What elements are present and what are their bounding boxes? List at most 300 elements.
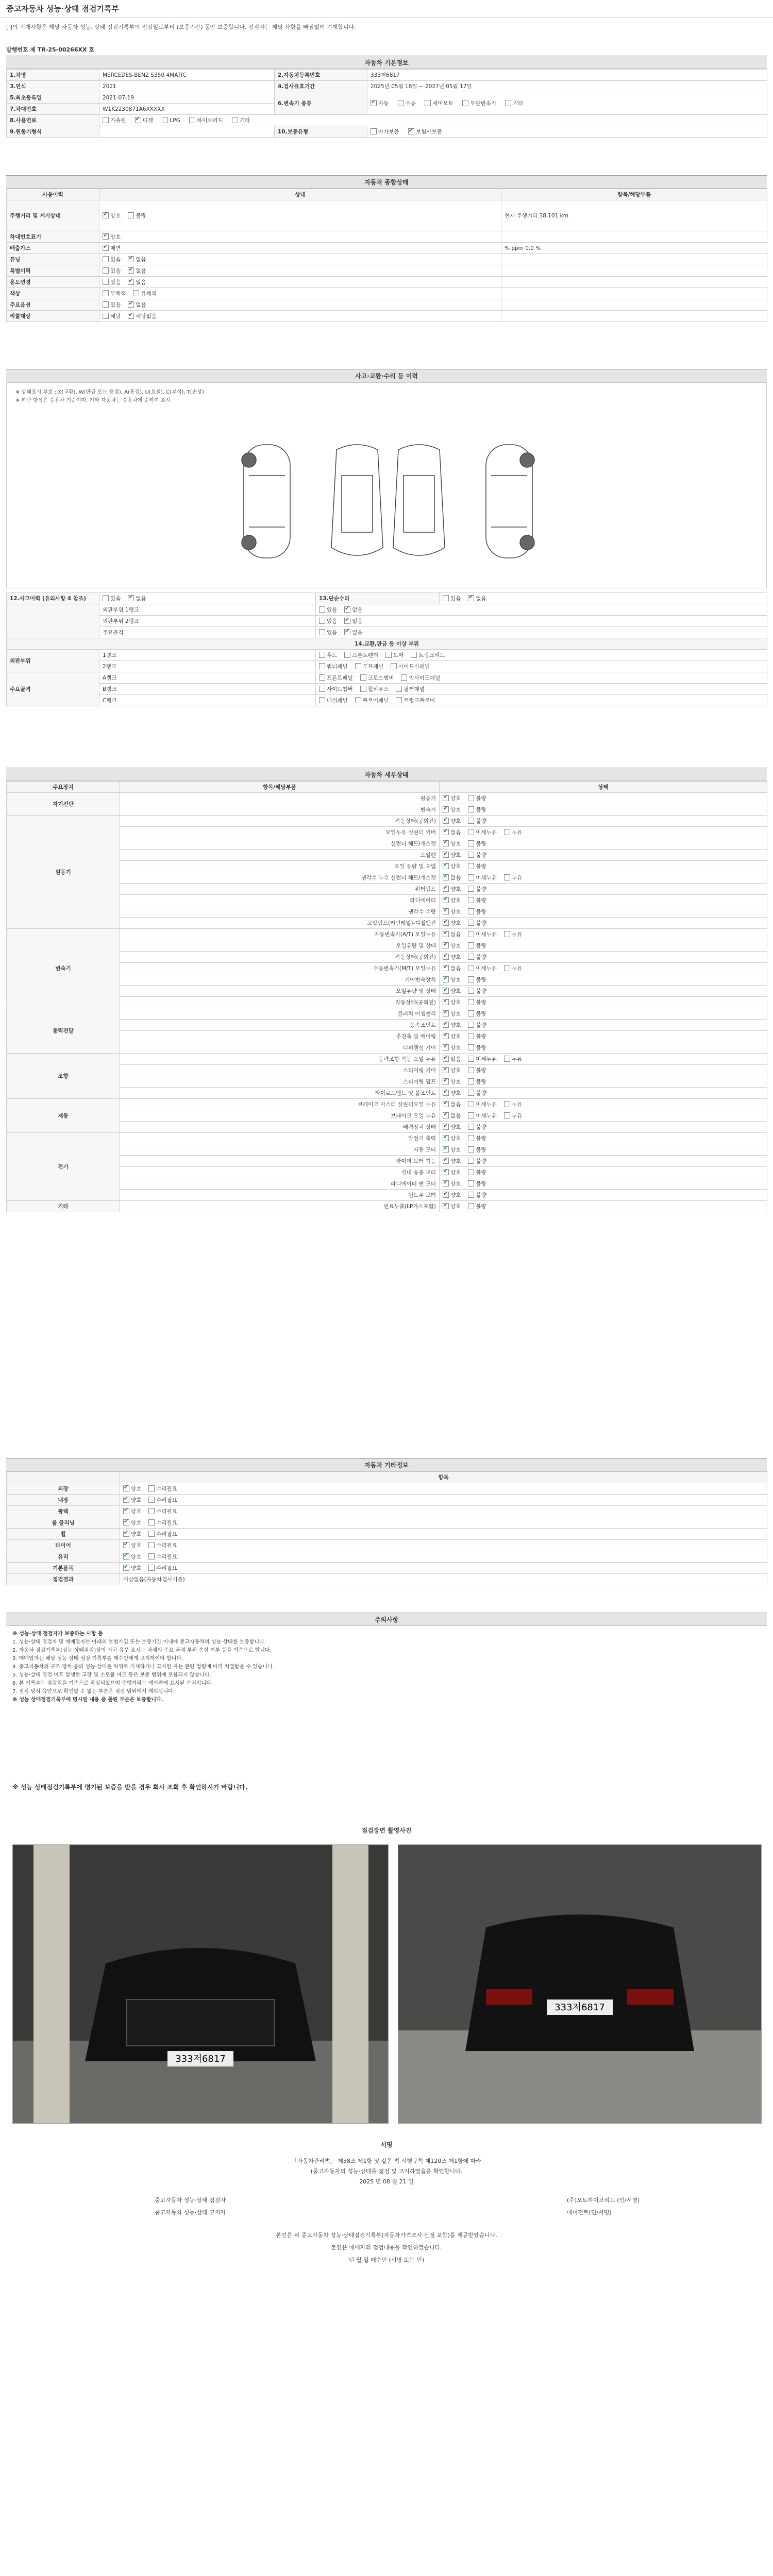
checkbox-icon[interactable] xyxy=(443,1192,449,1198)
label-inspection-period: 4.검사유효기간 xyxy=(275,81,367,92)
checkbox-icon[interactable] xyxy=(468,886,474,892)
label-year: 3.연식 xyxy=(7,81,99,92)
checkbox-icon[interactable] xyxy=(371,128,377,134)
detail-row xyxy=(7,804,767,816)
other-row: 룸 클리닝 ✔ 양호 수리필요 xyxy=(7,1517,767,1529)
checkbox-icon[interactable] xyxy=(504,1112,510,1118)
checkbox-icon[interactable] xyxy=(443,1090,449,1096)
result-value: 이상없음(자동차검사기준) xyxy=(120,1574,767,1585)
detail-row xyxy=(7,1144,767,1156)
detail-status: ✔ 양호 불량 xyxy=(440,850,767,861)
checkbox-icon[interactable] xyxy=(468,1135,474,1141)
checkbox-icon[interactable] xyxy=(396,686,402,692)
row-options: 주요옵션 xyxy=(7,299,99,311)
checkbox-icon[interactable] xyxy=(355,663,361,669)
seller-value: 에이전트(인/서명) xyxy=(567,2209,612,2216)
checkbox-icon[interactable] xyxy=(128,212,134,218)
checkbox-icon[interactable] xyxy=(468,1067,474,1073)
checkbox-icon[interactable] xyxy=(468,1010,474,1016)
checkbox-icon[interactable] xyxy=(443,954,449,960)
section-header-detail: 자동차 세부상태 xyxy=(6,768,767,781)
checkbox-icon[interactable] xyxy=(443,1146,449,1153)
checkbox-icon[interactable] xyxy=(443,999,449,1005)
checkbox-icon[interactable] xyxy=(103,267,109,274)
label-fuel: 8.사용연료 xyxy=(7,115,99,126)
detail-item: 디퍼렌셜 기어 xyxy=(120,1042,440,1054)
other-table xyxy=(6,1471,767,1585)
other-label: 휠 xyxy=(7,1529,120,1540)
checkbox-icon[interactable] xyxy=(443,1033,449,1039)
overall-table: 사용이력 상태 항목/해당부품 주행거리 및 계기상태 ✔ 양호 불량 현재 주행거리 38,101 km 차대번호표기 ✔ 양호 배출가스 ✔ 매연 % ppm 0.0 % 튜닝 있음✔ 없음 특별이력 있음✔ 없음 용도변경 있음✔ 없음 색상 무채색 유채색 주요옵션 있음✔ 없음 리콜대상 해당✔ 해당없음 xyxy=(6,189,767,322)
checkbox-icon[interactable] xyxy=(443,863,449,869)
detail-row xyxy=(7,895,767,906)
checkbox-icon[interactable] xyxy=(468,1158,474,1164)
checkbox-icon[interactable] xyxy=(504,965,510,971)
detail-status: ✔ 없음 미세누유 누유 xyxy=(440,827,767,838)
detail-status: ✔ 양호 불량 xyxy=(440,793,767,804)
checkbox-icon[interactable] xyxy=(468,595,474,601)
other-label: 외장 xyxy=(7,1483,120,1495)
col-note: 항목/해당부품 xyxy=(501,189,767,200)
caution-line: 6. 본 기록부는 점검일을 기준으로 작성되었으며 주행거리는 계기판에 표시된 수치입니다. xyxy=(12,1681,213,1686)
checkbox-icon[interactable] xyxy=(398,100,404,106)
checkbox-icon[interactable] xyxy=(103,117,109,123)
checkbox-icon[interactable] xyxy=(468,863,474,869)
receipt-2: 본인은 매매자의 점검내용을 확인하였습니다. xyxy=(331,2244,442,2251)
checkbox-icon[interactable] xyxy=(443,908,449,914)
detail-row xyxy=(7,1178,767,1190)
section-header-other: 자동차 기타정보 xyxy=(6,1458,767,1471)
row-color: 색상 xyxy=(7,288,99,299)
detail-item: 오일팬 xyxy=(120,850,440,861)
detail-row xyxy=(7,952,767,963)
checkbox-icon[interactable] xyxy=(443,1078,449,1084)
checkbox-icon[interactable] xyxy=(189,117,195,123)
other-row: 외장 ✔ 양호 수리필요 xyxy=(7,1483,767,1495)
detail-row xyxy=(7,1099,767,1110)
detail-row xyxy=(7,1054,767,1065)
row-tuning: 튜닝 xyxy=(7,254,99,265)
checkbox-icon[interactable] xyxy=(123,1508,129,1514)
fuel-options: 가솔린 ✔ 디젤 LPG 하이브리드 기타 xyxy=(99,115,767,126)
rank-frame: 주요골격 xyxy=(99,627,316,638)
checkbox-icon[interactable] xyxy=(443,976,449,982)
value-year: 2021 xyxy=(99,81,275,92)
car-front-photo xyxy=(13,1845,388,2123)
checkbox-icon[interactable] xyxy=(148,1508,155,1514)
col-device: 주요장치 xyxy=(7,782,120,793)
checkbox-icon[interactable] xyxy=(443,1169,449,1175)
detail-status: ✔ 양호 불량 xyxy=(440,861,767,872)
checkbox-icon[interactable] xyxy=(468,874,474,880)
checkbox-icon[interactable] xyxy=(468,1180,474,1187)
checkbox-icon[interactable] xyxy=(468,1169,474,1175)
emission-value: % ppm 0.0 % xyxy=(501,243,767,254)
detail-row xyxy=(7,1088,767,1099)
detail-item: 연료누출(LP가스포함) xyxy=(120,1201,440,1212)
rank-2: 외판부위 2랭크 xyxy=(99,616,316,627)
checkbox-icon[interactable] xyxy=(468,1033,474,1039)
checkbox-icon[interactable] xyxy=(468,795,474,801)
buyer-sign: 년 월 일 매수인 (서명 또는 인) xyxy=(348,2257,425,2263)
detail-status: ✔ 양호 불량 xyxy=(440,940,767,952)
checkbox-icon[interactable] xyxy=(128,279,134,285)
checkbox-icon[interactable] xyxy=(443,1112,449,1118)
checkbox-icon[interactable] xyxy=(505,100,511,106)
checkbox-icon[interactable] xyxy=(468,818,474,824)
checkbox-icon[interactable] xyxy=(462,100,468,106)
detail-status: ✔ 양호 불량 xyxy=(440,918,767,929)
detail-status: ✔ 양호 불량 xyxy=(440,1133,767,1144)
detail-item: 시동 모터 xyxy=(120,1144,440,1156)
notice-text: [ ]의 기재사항은 해당 자동차 성능, 상태 점검기록부의 점검일로부터 (보증기간) 동안 보증합니다. 점검자는 해당 사항을 빠짐없이 기재합니다. xyxy=(6,24,356,30)
checkbox-icon[interactable] xyxy=(408,128,414,134)
checkbox-icon[interactable] xyxy=(123,1531,129,1537)
detail-status: ✔ 양호 불량 xyxy=(440,1020,767,1031)
q13-label: 13.단순수리 xyxy=(316,593,440,604)
checkbox-icon[interactable] xyxy=(443,852,449,858)
checkbox-icon[interactable] xyxy=(504,874,510,880)
mileage-state: ✔ 양호 불량 xyxy=(99,200,501,231)
checkbox-icon[interactable] xyxy=(425,100,431,106)
other-label: 타이어 xyxy=(7,1540,120,1551)
detail-status: ✔ 양호 불량 xyxy=(440,1076,767,1088)
detail-row xyxy=(7,986,767,997)
detail-status: ✔ 없음 미세누유 누유 xyxy=(440,1110,767,1122)
car-rear-photo xyxy=(398,1845,761,2123)
checkbox-icon[interactable] xyxy=(128,256,134,262)
detail-row xyxy=(7,1008,767,1020)
checkbox-icon[interactable] xyxy=(468,897,474,903)
other-row: 유리 ✔ 양호 수리필요 xyxy=(7,1551,767,1563)
detail-row xyxy=(7,827,767,838)
checkbox-icon[interactable] xyxy=(468,1044,474,1050)
receipt-1: 본인은 위 중고자동차 성능·상태점검기록부(자동차가격조사·산정 포함)를 제공받았습니다. xyxy=(276,2232,497,2239)
value-car-name: MERCEDES-BENZ S350 4MATIC xyxy=(99,70,275,81)
detail-status: ✔ 양호 불량 xyxy=(440,1122,767,1133)
checkbox-icon[interactable] xyxy=(443,942,449,948)
checkbox-icon[interactable] xyxy=(468,942,474,948)
detail-status: ✔ 양호 불량 xyxy=(440,804,767,816)
checkbox-icon[interactable] xyxy=(128,301,134,308)
detail-row xyxy=(7,1110,767,1122)
checkbox-icon[interactable] xyxy=(504,1056,510,1062)
checkbox-icon[interactable] xyxy=(443,1010,449,1016)
checkbox-icon[interactable] xyxy=(123,1497,129,1503)
checkbox-icon[interactable] xyxy=(319,697,325,703)
checkbox-icon[interactable] xyxy=(468,1192,474,1198)
label-engine: 9.원동기형식 xyxy=(7,126,99,138)
checkbox-icon[interactable] xyxy=(468,999,474,1005)
checkbox-icon[interactable] xyxy=(148,1485,155,1492)
checkbox-icon[interactable] xyxy=(468,1124,474,1130)
checkbox-icon[interactable] xyxy=(443,897,449,903)
checkbox-icon[interactable] xyxy=(319,686,325,692)
checkbox-icon[interactable] xyxy=(319,606,325,613)
detail-row xyxy=(7,918,767,929)
checkbox-icon[interactable] xyxy=(443,840,449,846)
checkbox-icon[interactable] xyxy=(128,267,134,274)
detail-row xyxy=(7,974,767,986)
checkbox-icon[interactable] xyxy=(443,1056,449,1062)
checkbox-icon[interactable] xyxy=(468,976,474,982)
other-row: 내장 ✔ 양호 수리필요 xyxy=(7,1495,767,1506)
photo-rear xyxy=(398,1844,762,2124)
checkbox-icon[interactable] xyxy=(468,920,474,926)
car-diagram-svg xyxy=(7,383,766,588)
detail-row xyxy=(7,793,767,804)
checkbox-icon[interactable] xyxy=(468,1146,474,1153)
checkbox-icon[interactable] xyxy=(344,606,350,613)
detail-status: ✔ 양호 불량 xyxy=(440,906,767,918)
checkbox-icon[interactable] xyxy=(319,629,325,635)
sign-block: 「자동차관리법」 제58조 제1항 및 같은 법 시행규칙 제120조 제1항에 따라 (중고자동차의 성능·상태를 점검 및 고지하였음을 확인합니다. 2025 년 08 월 21 일 xyxy=(291,2158,482,2185)
checkbox-icon[interactable] xyxy=(103,233,109,240)
detail-row xyxy=(7,1031,767,1042)
detail-status: ✔ 양호 불량 xyxy=(440,974,767,986)
q12-label: 12.사고이력 (유의사항 4 참조) xyxy=(7,593,99,604)
checkbox-icon[interactable] xyxy=(232,117,238,123)
checkbox-icon[interactable] xyxy=(443,818,449,824)
checkbox-icon[interactable] xyxy=(123,1519,129,1526)
label-vin: 7.차대번호 xyxy=(7,104,99,115)
detail-row xyxy=(7,816,767,827)
car-diagram-area xyxy=(6,382,767,588)
caution-line: 1. 성능·상태 점검자 및 매매업자는 아래의 보험가입 또는 보증기간 이내에 중고자동차의 성능·상태를 보증합니다. xyxy=(12,1639,266,1645)
detail-status: ✔ 양호 불량 xyxy=(440,838,767,850)
checkbox-icon[interactable] xyxy=(103,313,109,319)
section-header-photos: 점검장면 촬영사진 xyxy=(6,1824,767,1837)
plate-text-front: 333저6817 xyxy=(175,2054,226,2064)
checkbox-icon[interactable] xyxy=(504,1101,510,1107)
checkbox-icon[interactable] xyxy=(468,1078,474,1084)
checkbox-icon[interactable] xyxy=(148,1542,155,1548)
detail-item: 워터펌프 xyxy=(120,884,440,895)
checkbox-icon[interactable] xyxy=(468,1101,474,1107)
detail-status: ✔ 없음 미세누유 누유 xyxy=(440,929,767,940)
row-vin-mark: 차대번호표기 xyxy=(7,231,99,243)
checkbox-icon[interactable] xyxy=(504,931,510,937)
detail-status: ✔ 없음 미세누유 누유 xyxy=(440,872,767,884)
detail-item: 브레이크 마스터 실린더오일 누유 xyxy=(120,1099,440,1110)
detail-row xyxy=(7,997,767,1008)
checkbox-icon[interactable] xyxy=(103,256,109,262)
checkbox-icon[interactable] xyxy=(468,1022,474,1028)
checkbox-icon[interactable] xyxy=(468,1090,474,1096)
value-engine xyxy=(99,126,275,138)
value-plate: 333저6817 xyxy=(367,70,767,81)
checkbox-icon[interactable] xyxy=(443,1067,449,1073)
other-label: 기본품목 xyxy=(7,1563,120,1574)
checkbox-icon[interactable] xyxy=(443,1124,449,1130)
section-header-overall: 자동차 종합상태 xyxy=(6,175,767,189)
detail-item: 원동기 xyxy=(120,793,440,804)
result-label: 점검결과 xyxy=(7,1574,120,1585)
checkbox-icon[interactable] xyxy=(443,931,449,937)
checkbox-icon[interactable] xyxy=(148,1553,155,1560)
checkbox-icon[interactable] xyxy=(401,674,407,681)
label-plate: 2.자동차등록번호 xyxy=(275,70,367,81)
detail-status: ✔ 양호 불량 xyxy=(440,986,767,997)
checkbox-icon[interactable] xyxy=(443,988,449,994)
car-front-back-view xyxy=(331,445,445,555)
detail-status: ✔ 양호 불량 xyxy=(440,895,767,906)
checkbox-icon[interactable] xyxy=(148,1519,155,1526)
checkbox-icon[interactable] xyxy=(443,1203,449,1209)
checkbox-icon[interactable] xyxy=(103,595,109,601)
checkbox-icon[interactable] xyxy=(319,618,325,624)
detail-row xyxy=(7,1167,767,1178)
col-item: 항목 xyxy=(120,1472,767,1483)
other-label: 룸 클리닝 xyxy=(7,1517,120,1529)
checkbox-icon[interactable] xyxy=(391,663,397,669)
checkbox-icon[interactable] xyxy=(443,806,449,812)
label-transmission: 6.변속기 종류 xyxy=(275,92,367,115)
checkbox-icon[interactable] xyxy=(443,1180,449,1187)
checkbox-icon[interactable] xyxy=(468,908,474,914)
checkbox-icon[interactable] xyxy=(468,840,474,846)
detail-status: ✔ 없음 미세누유 누유 xyxy=(440,1054,767,1065)
detail-row xyxy=(7,1156,767,1167)
row-mileage: 주행거리 및 계기상태 xyxy=(7,200,99,231)
detail-item: 고압펌프(커먼레일)-디젤엔진 xyxy=(120,918,440,929)
detail-item: 클러치 어셈블리 xyxy=(120,1008,440,1020)
checkbox-icon[interactable] xyxy=(123,1565,129,1571)
checkbox-icon[interactable] xyxy=(396,697,402,703)
other-row: 광택 ✔ 양호 수리필요 xyxy=(7,1506,767,1517)
checkbox-icon[interactable] xyxy=(133,290,139,296)
detail-item: 작동상태(공회전) xyxy=(120,952,440,963)
detail-item: 오일유량 및 상태 xyxy=(120,940,440,952)
detail-row xyxy=(7,1020,767,1031)
checkbox-icon[interactable] xyxy=(103,212,109,218)
caution-line: ※ 성능 상태점검기록부에 명시된 내용 중 틀린 부분은 보증합니다. xyxy=(12,1697,163,1703)
checkbox-icon[interactable] xyxy=(319,663,325,669)
detail-row xyxy=(7,838,767,850)
other-label: 유리 xyxy=(7,1551,120,1563)
checkbox-icon[interactable] xyxy=(468,829,474,835)
label-car-name: 1.차명 xyxy=(7,70,99,81)
checkbox-icon[interactable] xyxy=(385,652,392,658)
checkbox-icon[interactable] xyxy=(148,1565,155,1571)
checkbox-icon[interactable] xyxy=(128,595,134,601)
detail-item: 실린더 헤드/개스켓 xyxy=(120,838,440,850)
detail-row xyxy=(7,872,767,884)
checkbox-icon[interactable] xyxy=(443,965,449,971)
detail-row xyxy=(7,1042,767,1054)
checkbox-icon[interactable] xyxy=(443,829,449,835)
checkbox-icon[interactable] xyxy=(319,652,325,658)
detail-item: 냉각수 수량 xyxy=(120,906,440,918)
checkbox-icon[interactable] xyxy=(468,806,474,812)
caution-line: 2. 자동차 점검기록부(성능·상태점검)상의 사고 유무 표시는 차체의 주요 골격 부위 손상 여부 등을 기준으로 합니다. xyxy=(12,1648,272,1653)
value-inspection-period: 2025년 05월 18일 ~ 2027년 05월 17일 xyxy=(367,81,767,92)
detail-status: ✔ 양호 불량 xyxy=(440,1144,767,1156)
detail-status: ✔ 없음 미세누유 누유 xyxy=(440,963,767,974)
row-recall: 리콜대상 xyxy=(7,311,99,322)
checkbox-icon[interactable] xyxy=(103,290,109,296)
checkbox-icon[interactable] xyxy=(443,920,449,926)
checkbox-icon[interactable] xyxy=(443,1101,449,1107)
detail-item: 라디에이터 팬 모터 xyxy=(120,1178,440,1190)
checkbox-icon[interactable] xyxy=(360,674,366,681)
checkbox-icon[interactable] xyxy=(504,829,510,835)
checkbox-icon[interactable] xyxy=(443,874,449,880)
detail-item: 오일유량 및 상태 xyxy=(120,986,440,997)
detail-group: 원동기 xyxy=(7,816,120,929)
checkbox-icon[interactable] xyxy=(443,595,449,601)
checkbox-icon[interactable] xyxy=(468,1203,474,1209)
mileage-note: 현재 주행거리 38,101 km xyxy=(501,200,767,231)
checkbox-icon[interactable] xyxy=(468,1112,474,1118)
checkbox-icon[interactable] xyxy=(344,629,350,635)
checkbox-icon[interactable] xyxy=(148,1497,155,1503)
detail-item: 타이로드엔드 및 볼조인트 xyxy=(120,1088,440,1099)
checkbox-icon[interactable] xyxy=(443,1044,449,1050)
accident-table: 12.사고이력 (유의사항 4 참조) 있음✔ 없음 13.단순수리 있음✔ 없음 외판부위 1랭크 있음✔ 없음 외판부위 2랭크 있음✔ 없음 주요골격 있음✔ 없음 14.교환,판금 등 이상 부위 외판부위 1랭크 후드 프론트펜더 도어 트렁크리드 2랭크 쿼터패널 루프패널 사이드실패널 주요골격 A랭크 프론트패널 크로스멤버 인사이드패널 B랭크 사이드멤버 휠하우스 필러패널 C랭크 대쉬패널 플로어패널 트렁크플로어 xyxy=(6,592,767,706)
caution-line: 7. 점검 당시 육안으로 확인할 수 없는 부분은 점검 범위에서 제외됩니다. xyxy=(12,1689,175,1694)
checkbox-icon[interactable] xyxy=(443,1022,449,1028)
detail-status: ✔ 양호 불량 xyxy=(440,1008,767,1020)
inspector-label: 중고자동차 성능·상태 점검자 xyxy=(155,2197,226,2204)
transmission-options: ✔ 자동 수동 세미오토 무단변속기 기타 xyxy=(367,92,767,115)
checkbox-icon[interactable] xyxy=(344,618,350,624)
detail-row xyxy=(7,1065,767,1076)
other-label: 내장 xyxy=(7,1495,120,1506)
checkbox-icon[interactable] xyxy=(371,100,377,106)
detail-row xyxy=(7,906,767,918)
checkbox-icon[interactable] xyxy=(148,1531,155,1537)
checkbox-icon[interactable] xyxy=(443,1158,449,1164)
checkbox-icon[interactable] xyxy=(468,965,474,971)
checkbox-icon[interactable] xyxy=(344,652,350,658)
checkbox-icon[interactable] xyxy=(360,686,366,692)
checkbox-icon[interactable] xyxy=(103,301,109,308)
checkbox-icon[interactable] xyxy=(103,279,109,285)
checkbox-icon[interactable] xyxy=(468,988,474,994)
checkbox-icon[interactable] xyxy=(443,1135,449,1141)
checkbox-icon[interactable] xyxy=(128,313,134,319)
checkbox-icon[interactable] xyxy=(123,1553,129,1560)
checkbox-icon[interactable] xyxy=(135,117,141,123)
detail-row xyxy=(7,1122,767,1133)
detail-row xyxy=(7,861,767,872)
checkbox-icon[interactable] xyxy=(443,795,449,801)
detail-status: ✔ 양호 불량 xyxy=(440,1201,767,1212)
checkbox-icon[interactable] xyxy=(162,117,168,123)
checkbox-icon[interactable] xyxy=(468,954,474,960)
caution-line: 3. 매매업자는 해당 성능·상태 점검 기록부를 매수인에게 고지하여야 합니다. xyxy=(12,1656,183,1662)
checkbox-icon[interactable] xyxy=(319,674,325,681)
warranty-options: 자가보증 ✔ 보험사보증 xyxy=(367,126,767,138)
detail-item: 배력장치 상태 xyxy=(120,1122,440,1133)
checkbox-icon[interactable] xyxy=(123,1485,129,1492)
checkbox-icon[interactable] xyxy=(468,1056,474,1062)
checkbox-icon[interactable] xyxy=(103,245,109,251)
checkbox-icon[interactable] xyxy=(355,697,361,703)
detail-status: ✔ 양호 불량 xyxy=(440,1065,767,1076)
checkbox-icon[interactable] xyxy=(468,931,474,937)
detail-group: 자기진단 xyxy=(7,793,120,816)
col-status: 상태 xyxy=(440,782,767,793)
checkbox-icon[interactable] xyxy=(468,852,474,858)
checkbox-icon[interactable] xyxy=(123,1542,129,1548)
checkbox-icon[interactable] xyxy=(411,652,417,658)
detail-item: 스티어링 펌프 xyxy=(120,1076,440,1088)
detail-item: 브레이크 오일 누유 xyxy=(120,1110,440,1122)
checkbox-icon[interactable] xyxy=(443,886,449,892)
detail-row xyxy=(7,1190,767,1201)
